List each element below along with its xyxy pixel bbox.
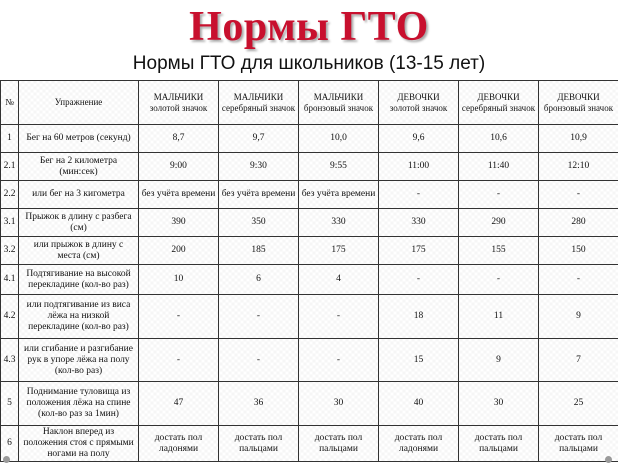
table-row — [1, 209, 618, 237]
cell-value: - — [219, 295, 299, 339]
cell-value: - — [139, 339, 219, 382]
cell-value: достать пол пальцами — [299, 426, 379, 462]
row-num: 4.3 — [1, 339, 19, 382]
cell-value: 18 — [379, 295, 459, 339]
row-num: 4.1 — [1, 265, 19, 295]
norms-table — [0, 80, 618, 462]
header-boys-bronze: МАЛЬЧИКИ бронзовый значок — [299, 81, 379, 125]
cell-value: 9 — [459, 339, 539, 382]
row-num: 2.1 — [1, 153, 19, 181]
table-row — [1, 265, 618, 295]
page-subtitle: Нормы ГТО для школьников (13-15 лет) — [132, 53, 486, 74]
cell-value: 185 — [219, 237, 299, 265]
slide-bullet-icon — [3, 456, 10, 463]
table-row — [1, 339, 618, 382]
cell-value: 8,7 — [139, 125, 219, 153]
cell-value: - — [539, 265, 618, 295]
cell-value: 9:30 — [219, 153, 299, 181]
cell-value: 6 — [219, 265, 299, 295]
cell-value: 12:10 — [539, 153, 618, 181]
cell-value: 30 — [459, 382, 539, 426]
cell-value: 150 — [539, 237, 618, 265]
row-exercise: Наклон вперед из положения стоя с прямыми ногами на полу — [19, 426, 139, 462]
header-boys-gold: МАЛЬЧИКИ золотой значок — [139, 81, 219, 125]
cell-value: - — [219, 339, 299, 382]
cell-value: - — [299, 339, 379, 382]
cell-value: - — [539, 181, 618, 209]
header-exercise: Упражнение — [19, 81, 139, 125]
cell-value: 9 — [539, 295, 618, 339]
row-exercise: или подтягивание из виса лёжа на низкой перекладине (кол-во раз) — [19, 295, 139, 339]
cell-value: достать пол пальцами — [219, 426, 299, 462]
table-row — [1, 237, 618, 265]
cell-value: 25 — [539, 382, 618, 426]
cell-value: 11:40 — [459, 153, 539, 181]
row-exercise: или бег на 3 кигометра — [19, 181, 139, 209]
row-exercise: или сгибание и разгибание рук в упоре лёжа на полу (кол-во раз) — [19, 339, 139, 382]
cell-value: 30 — [299, 382, 379, 426]
cell-value: 350 — [219, 209, 299, 237]
cell-value: - — [139, 295, 219, 339]
cell-value: 7 — [539, 339, 618, 382]
cell-value: 36 — [219, 382, 299, 426]
row-num: 4.2 — [1, 295, 19, 339]
slide-bullet-icon — [605, 456, 612, 463]
cell-value: 47 — [139, 382, 219, 426]
table-row — [1, 426, 618, 462]
table-row — [1, 125, 618, 153]
cell-value: 175 — [299, 237, 379, 265]
header-num: № — [1, 81, 19, 125]
table-row — [1, 382, 618, 426]
row-exercise: Бег на 2 километра (мин:сек) — [19, 153, 139, 181]
cell-value: 330 — [299, 209, 379, 237]
row-num: 3.1 — [1, 209, 19, 237]
cell-value: без учёта времени — [139, 181, 219, 209]
row-num: 3.2 — [1, 237, 19, 265]
row-exercise: или прыжок в длину с места (см) — [19, 237, 139, 265]
cell-value: 280 — [539, 209, 618, 237]
cell-value: 290 — [459, 209, 539, 237]
cell-value: - — [299, 295, 379, 339]
header-girls-gold: ДЕВОЧКИ золотой значок — [379, 81, 459, 125]
row-num: 5 — [1, 382, 19, 426]
header-girls-silver: ДЕВОЧКИ серебряный значок — [459, 81, 539, 125]
table-header-row — [1, 81, 618, 125]
cell-value: без учёта времени — [219, 181, 299, 209]
row-exercise: Прыжок в длину с разбега (см) — [19, 209, 139, 237]
cell-value: - — [459, 265, 539, 295]
cell-value: 10,6 — [459, 125, 539, 153]
row-exercise: Бег на 60 метров (секунд) — [19, 125, 139, 153]
cell-value: - — [459, 181, 539, 209]
cell-value: 11 — [459, 295, 539, 339]
header-girls-bronze: ДЕВОЧКИ бронзовый значок — [539, 81, 618, 125]
cell-value: 40 — [379, 382, 459, 426]
row-exercise: Поднимание туловища из положения лёжа на спине (кол-во раз за 1мин) — [19, 382, 139, 426]
header-boys-silver: МАЛЬЧИКИ серебряный значок — [219, 81, 299, 125]
cell-value: 390 — [139, 209, 219, 237]
cell-value: достать пол ладонями — [139, 426, 219, 462]
cell-value: без учёта времени — [299, 181, 379, 209]
cell-value: - — [379, 181, 459, 209]
table-row — [1, 295, 618, 339]
cell-value: 15 — [379, 339, 459, 382]
row-exercise: Подтягивание на высокой перекладине (кол-во раз) — [19, 265, 139, 295]
row-num: 2.2 — [1, 181, 19, 209]
table-row — [1, 181, 618, 209]
cell-value: 9:00 — [139, 153, 219, 181]
cell-value: достать пол ладонями — [379, 426, 459, 462]
cell-value: 9:55 — [299, 153, 379, 181]
cell-value: - — [379, 265, 459, 295]
cell-value: 9,7 — [219, 125, 299, 153]
cell-value: достать пол пальцами — [459, 426, 539, 462]
row-num: 1 — [1, 125, 19, 153]
table-row — [1, 153, 618, 181]
page-title: Нормы ГТО — [189, 4, 429, 50]
cell-value: 10 — [139, 265, 219, 295]
cell-value: 330 — [379, 209, 459, 237]
cell-value: 200 — [139, 237, 219, 265]
cell-value: 9,6 — [379, 125, 459, 153]
cell-value: 4 — [299, 265, 379, 295]
cell-value: достать пол пальцами — [539, 426, 618, 462]
row-num: 6 — [1, 426, 19, 462]
cell-value: 175 — [379, 237, 459, 265]
cell-value: 155 — [459, 237, 539, 265]
cell-value: 10,9 — [539, 125, 618, 153]
cell-value: 10,0 — [299, 125, 379, 153]
cell-value: 11:00 — [379, 153, 459, 181]
